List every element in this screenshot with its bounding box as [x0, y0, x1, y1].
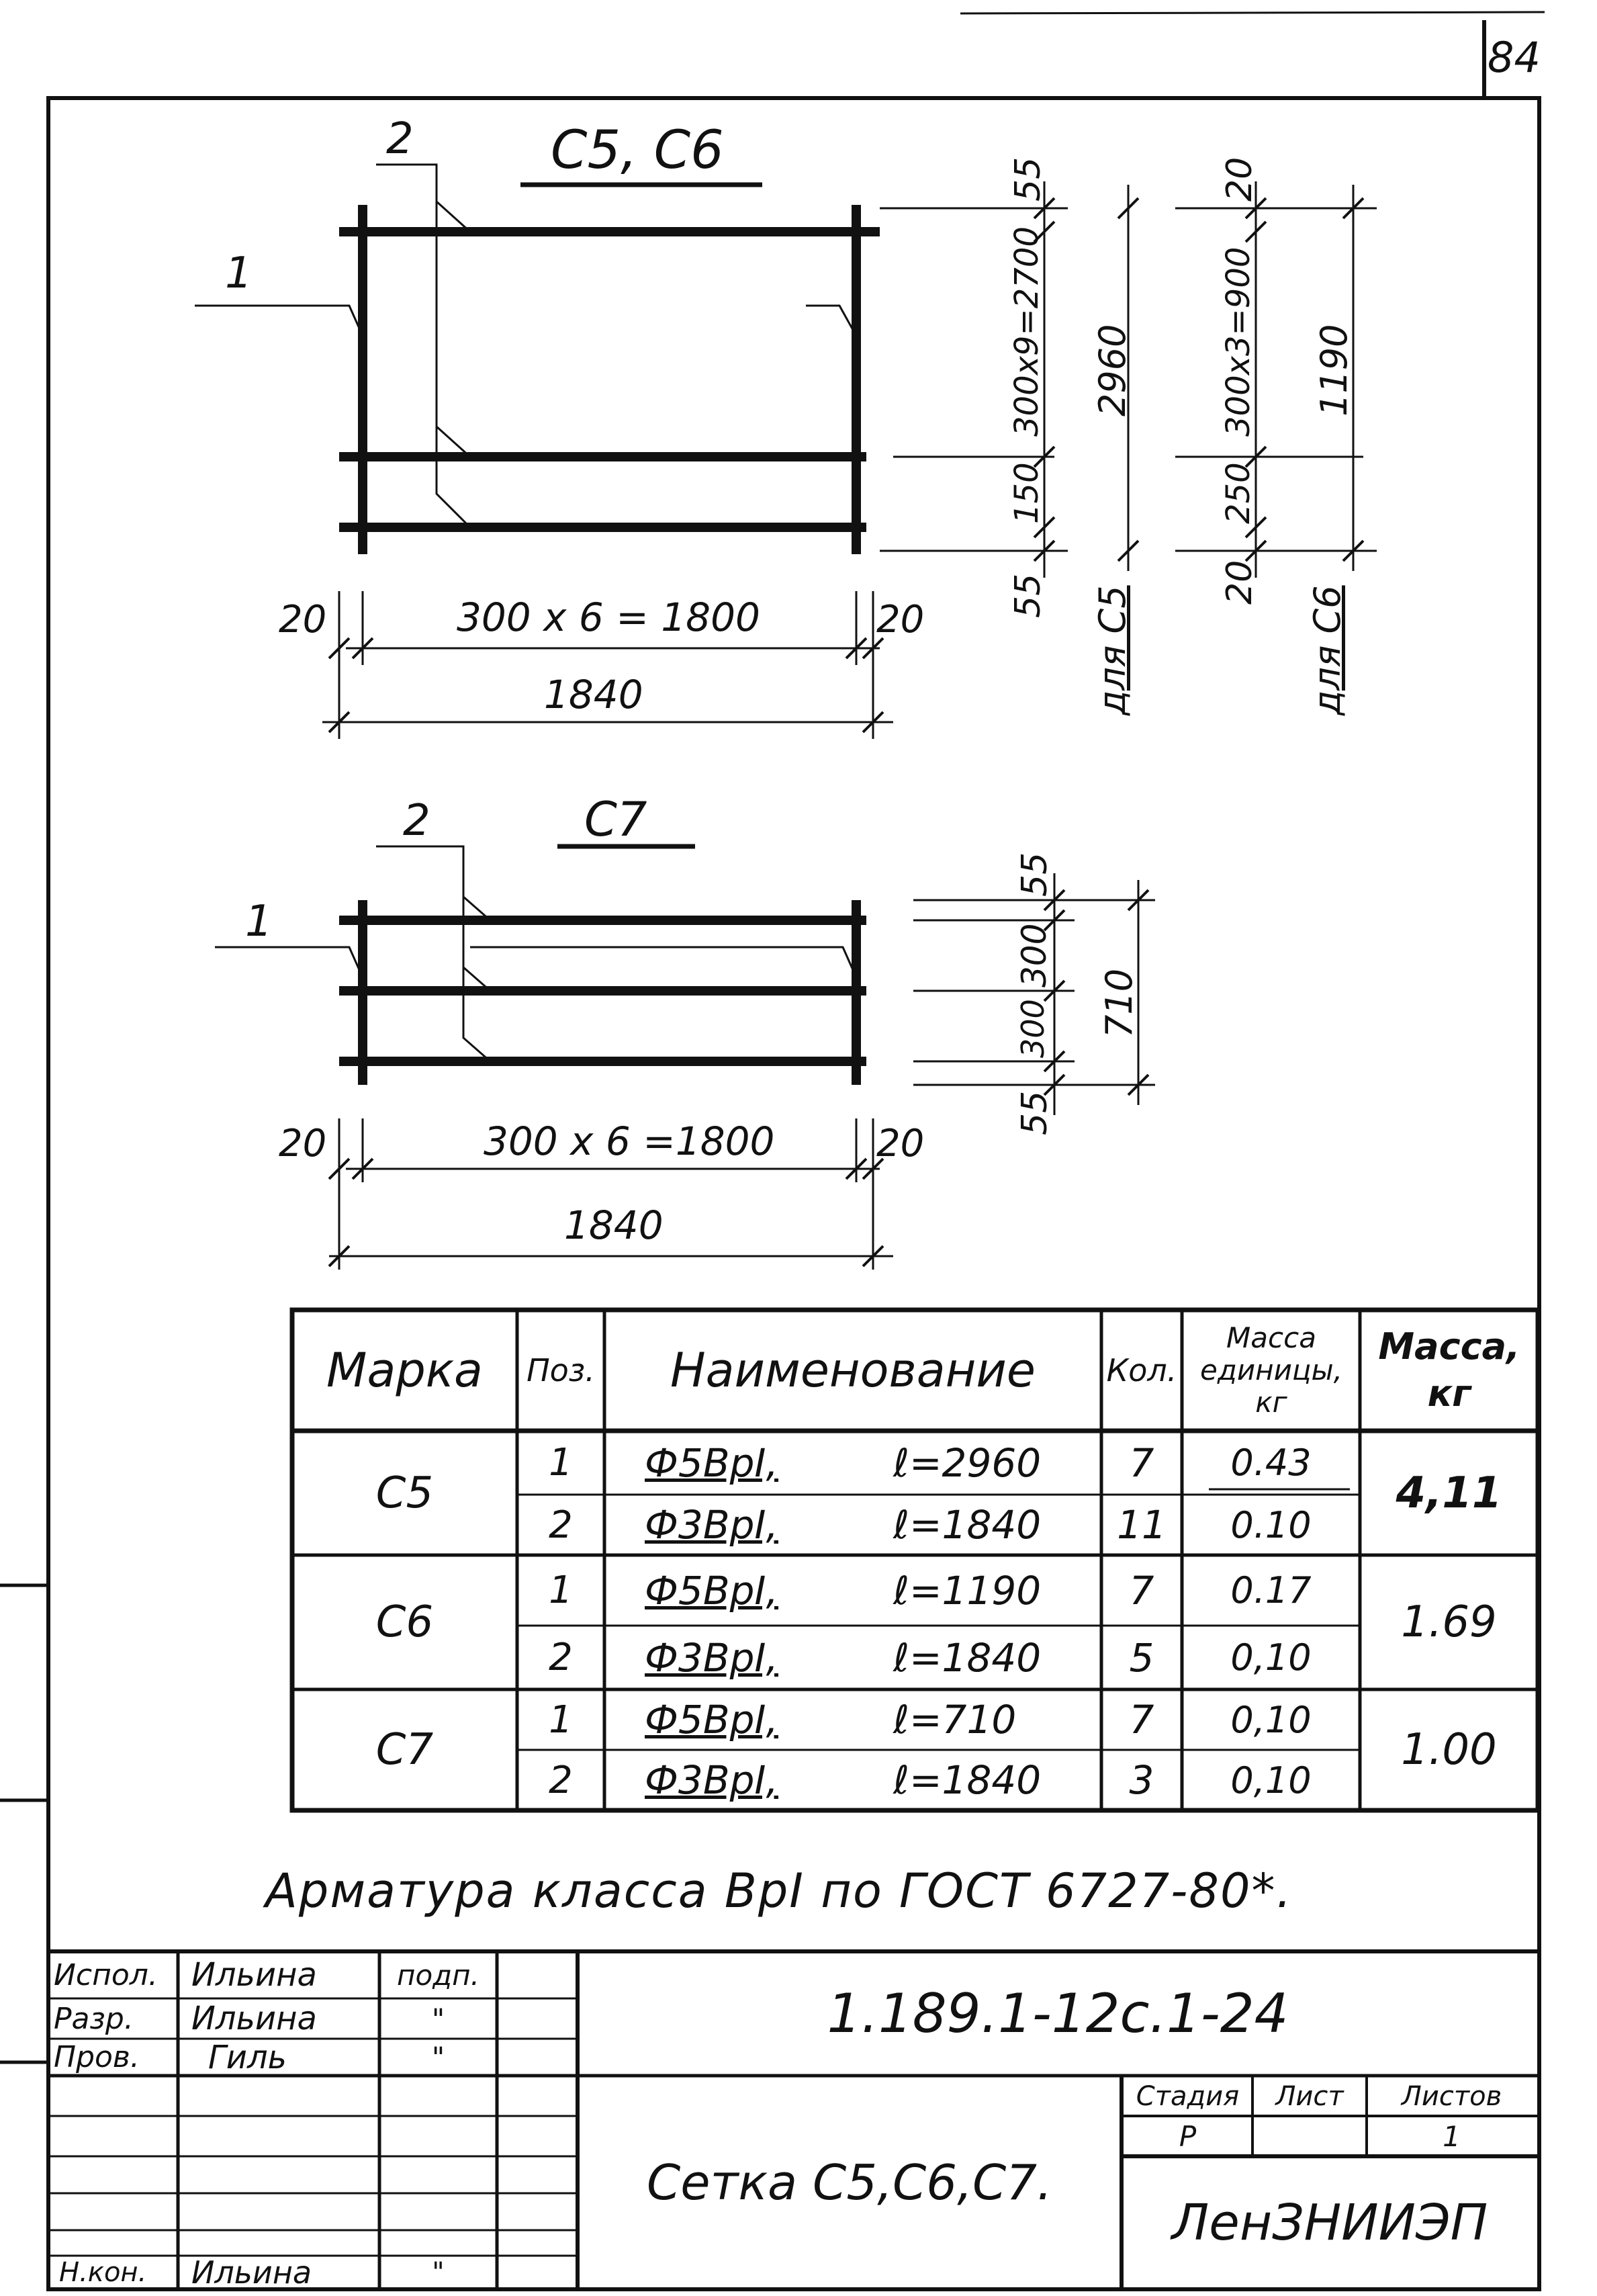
tb-stage-value: Р: [1179, 2119, 1197, 2153]
tb-sign-1: ": [431, 2002, 445, 2035]
th-unit-mass: Масса единицы, кг: [1199, 1321, 1343, 1419]
c5-r2-qty: 11: [1117, 1502, 1167, 1548]
c5-r1-name: Ф5ВрI,: [645, 1440, 778, 1486]
dim-c5-top: 55: [1008, 157, 1048, 202]
c5-r1-pos: 1: [549, 1441, 573, 1485]
mark-c5: С5: [375, 1468, 434, 1518]
dim-c6-low: 250: [1220, 462, 1257, 524]
drawing-title-c5-c6: С5, С6: [551, 120, 724, 181]
c6-r1-unit-mass: 0.17: [1230, 1569, 1312, 1611]
tb-designation: 1.189.1-12с.1-24: [827, 1982, 1289, 2045]
tb-sheet-value: [1252, 2116, 1367, 2156]
c6-r1-qty: 7: [1129, 1567, 1154, 1614]
c7-dim-left: 20: [279, 1122, 327, 1165]
c7-callout-2: 2: [403, 796, 430, 846]
mass-c6: 1.69: [1401, 1597, 1497, 1647]
tb-role-0: Испол.: [54, 1957, 158, 1992]
drawing-title-c7: С7: [584, 792, 647, 847]
dim-c6-bottom: 20: [1220, 560, 1260, 605]
dim-c5-total: 2960: [1091, 324, 1134, 416]
label-c5: для С5: [1091, 585, 1134, 715]
dim-c6-total: 1190: [1313, 324, 1355, 416]
tb-name-3: Ильина: [191, 2254, 312, 2291]
c7-r1-qty: 7: [1129, 1697, 1154, 1742]
c6-r2-pos: 2: [549, 1636, 573, 1679]
c7-r2-qty: 3: [1129, 1757, 1154, 1803]
c7-dim-top: 55: [1015, 852, 1055, 897]
th-name: Наименование: [670, 1343, 1036, 1398]
tb-stage-label: Стадия: [1136, 2081, 1240, 2112]
c7-r1-length: ℓ=710: [893, 1697, 1017, 1742]
c7-dim-mid2: 300: [1015, 999, 1051, 1058]
callout-1: 1: [225, 249, 253, 298]
callout-2: 2: [386, 114, 414, 164]
tb-sign-0: подп.: [396, 1958, 480, 1992]
c7-r2-pos: 2: [549, 1758, 573, 1802]
dim-left: 20: [279, 598, 327, 642]
dim-span: 300 x 6 = 1800: [457, 594, 760, 640]
c6-r2-qty: 5: [1129, 1634, 1154, 1681]
tb-organization: ЛенЗНИИЭП: [1171, 2194, 1488, 2252]
c7-callout-1: 1: [245, 897, 273, 946]
dim-c5-bottom: 55: [1008, 573, 1048, 618]
tb-role-3: Н.кон.: [59, 2257, 147, 2288]
c7-dim-right: 20: [876, 1122, 925, 1165]
dim-c5-mid: 300x9=2700: [1008, 226, 1046, 437]
c6-r1-name: Ф5ВрI,: [645, 1567, 778, 1614]
c6-r2-unit-mass: 0,10: [1230, 1636, 1312, 1679]
tb-sign-2: ": [431, 2041, 445, 2074]
c6-r2-name: Ф3ВрI,: [645, 1634, 778, 1681]
dim-total: 1840: [544, 672, 643, 717]
th-mark: Марка: [326, 1343, 483, 1398]
c5-r2-pos: 2: [549, 1503, 573, 1547]
c6-r1-length: ℓ=1190: [893, 1567, 1042, 1614]
c7-dim-span: 300 x 6 =1800: [484, 1118, 775, 1164]
mass-c7: 1.00: [1401, 1725, 1497, 1775]
tb-name-2: Гиль: [208, 2038, 287, 2076]
label-c6: для С6: [1306, 585, 1349, 715]
c6-r2-length: ℓ=1840: [893, 1634, 1042, 1681]
dim-right: 20: [876, 598, 925, 642]
dim-c6-mid: 300x3=900: [1220, 247, 1257, 437]
c5-r1-qty: 7: [1129, 1440, 1154, 1486]
th-pos: Поз.: [527, 1352, 595, 1388]
dim-c5-low: 150: [1008, 462, 1046, 524]
c7-dim-mid1: 300: [1015, 923, 1054, 987]
reinforcement-note: Арматура класса ВрI по ГОСТ 6727-80*.: [265, 1863, 1293, 1918]
c5-r2-length: ℓ=1840: [893, 1502, 1042, 1548]
c7-dim-total: 1840: [564, 1202, 664, 1248]
th-qty: Кол.: [1106, 1352, 1177, 1388]
c7-r2-name: Ф3ВрI,: [645, 1757, 778, 1803]
c5-r1-length: ℓ=2960: [893, 1440, 1042, 1486]
c7-dim-total-v: 710: [1098, 968, 1140, 1038]
c7-r1-name: Ф5ВрI,: [645, 1697, 778, 1742]
c6-r1-pos: 1: [549, 1569, 573, 1612]
tb-sheet-title: Сетка С5,С6,С7.: [647, 2154, 1052, 2211]
mark-c7: С7: [375, 1725, 434, 1775]
tb-sheets-value: 1: [1443, 2119, 1461, 2153]
tb-role-2: Пров.: [54, 2040, 140, 2074]
c5-r2-unit-mass: 0.10: [1230, 1503, 1312, 1546]
tb-name-0: Ильина: [191, 1956, 317, 1994]
mass-c5: 4,11: [1396, 1468, 1502, 1518]
th-mass: Масса, кг: [1378, 1325, 1520, 1415]
c7-r1-unit-mass: 0,10: [1230, 1698, 1312, 1741]
dim-c6-top: 20: [1220, 157, 1260, 202]
c7-dim-bottom: 55: [1015, 1090, 1055, 1135]
tb-role-1: Разр.: [54, 2001, 134, 2036]
tb-sign-3: ": [432, 2257, 445, 2288]
c5-r2-name: Ф3ВрI,: [645, 1502, 778, 1548]
page-number: 84: [1488, 33, 1541, 82]
tb-sheet-label: Лист: [1275, 2081, 1344, 2112]
tb-sheets-label: Листов: [1401, 2081, 1502, 2112]
mesh-c5-c6: [195, 165, 1377, 739]
c7-r2-unit-mass: 0,10: [1230, 1759, 1312, 1802]
c5-r1-unit-mass: 0.43: [1230, 1442, 1312, 1484]
mark-c6: С6: [375, 1597, 434, 1647]
c7-r2-length: ℓ=1840: [893, 1757, 1042, 1803]
mesh-c7: [215, 846, 1155, 1270]
tb-name-1: Ильина: [191, 2000, 317, 2037]
c7-r1-pos: 1: [549, 1697, 573, 1742]
